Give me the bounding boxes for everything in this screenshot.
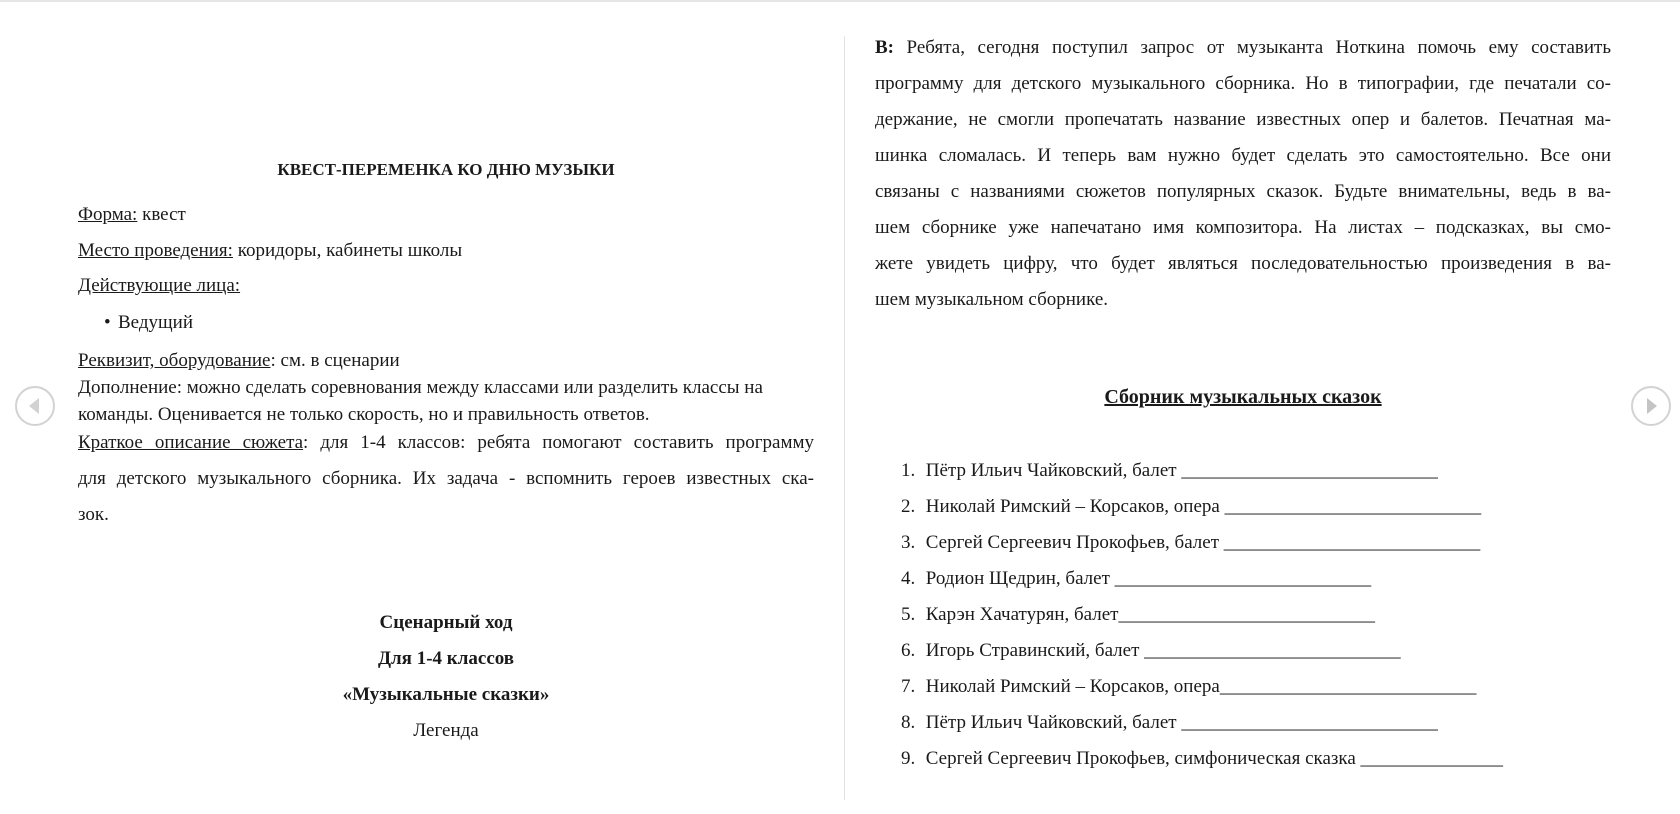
intro-line-8: шем музыкальном сборнике. [875, 289, 1109, 310]
item-number: 8. [901, 712, 916, 733]
item-text: Николай Римский – Корсаков, опера___________________________ [925, 676, 1477, 697]
list-item [901, 676, 1476, 698]
intro-text: Ребята, сегодня поступил запрос от музыканта Ноткина помочь ему составить [894, 37, 1611, 58]
item-number: 5. [901, 604, 916, 625]
intro-line-4: шинка сломалась. И теперь вам нужно будет сделать это самостоятельно. Все они [875, 145, 1611, 166]
item-text: Карэн Хачатурян, балет___________________________ [925, 604, 1375, 625]
actor-name: Ведущий [118, 312, 193, 333]
item-text: Игорь Стравинский, балет ___________________________ [925, 640, 1401, 661]
plot-line-1 [78, 432, 814, 454]
item-text: Сергей Сергеевич Прокофьев, симфоническая сказка _______________ [925, 748, 1504, 769]
intro-line-3: держание, не смогли пропечатать название известных опер и балетов. Печатная ма- [875, 109, 1611, 130]
form-value: квест [137, 204, 186, 225]
item-text: Пётр Ильич Чайковский, балет ___________________________ [925, 712, 1438, 733]
list-item [901, 604, 1375, 626]
item-number: 9. [901, 748, 916, 769]
item-number: 4. [901, 568, 916, 589]
place-label: Место проведения: [78, 240, 233, 261]
plot-line-3: зок. [78, 504, 109, 525]
top-border [0, 0, 1680, 2]
item-number: 2. [901, 496, 916, 517]
bullet-icon: • [104, 312, 111, 333]
collection-title: Сборник музыкальных сказок [1104, 386, 1382, 408]
plot-text: : для 1-4 классов: ребята помогают составить программу [303, 432, 815, 453]
list-item [901, 496, 1481, 518]
intro-line-7: жете увидеть цифру, что будет являться последовательностью произведения в ва- [875, 253, 1611, 274]
addition-line-2: команды. Оценивается не только скорость, но и правильность ответов. [78, 404, 650, 425]
intro-line-1 [875, 37, 1611, 59]
speaker-label: В: [875, 37, 894, 58]
item-number: 3. [901, 532, 916, 553]
plot-line-2: для детского музыкального сборника. Их задача - вспомнить героев известных ска- [78, 468, 814, 489]
props-line [78, 350, 400, 372]
next-page-button[interactable] [1631, 386, 1671, 426]
list-item [901, 532, 1480, 554]
prev-page-button[interactable] [15, 386, 55, 426]
list-item [901, 748, 1503, 770]
intro-line-2: программу для детского музыкального сборника. Но в типографии, где печатали со- [875, 73, 1611, 94]
place-line [78, 240, 462, 262]
item-number: 1. [901, 460, 916, 481]
item-number: 6. [901, 640, 916, 661]
list-item [901, 568, 1371, 590]
scenario-title: Сценарный ход [379, 612, 513, 633]
intro-line-5: связаны с названиями сюжетов популярных сказок. Будьте внимательны, ведь в ва- [875, 181, 1611, 202]
form-line [78, 204, 186, 226]
legend-label: Легенда [413, 720, 479, 741]
list-item [901, 712, 1438, 734]
plot-label: Краткое описание сюжета [78, 432, 304, 453]
item-text: Николай Римский – Корсаков, опера ___________________________ [925, 496, 1482, 517]
list-item [901, 460, 1438, 482]
props-value: : см. в сценарии [270, 350, 400, 371]
scenario-name: «Музыкальные сказки» [342, 684, 550, 705]
form-label: Форма: [78, 204, 138, 225]
item-text: Родион Щедрин, балет ___________________________ [925, 568, 1372, 589]
list-item [104, 312, 193, 334]
scenario-grades: Для 1-4 классов [377, 648, 515, 669]
actors-label: Действующие лица: [78, 275, 241, 296]
addition-line-1: Дополнение: можно сделать соревнования между классами или разделить классы на [78, 377, 763, 398]
item-text: Сергей Сергеевич Прокофьев, балет ___________________________ [925, 532, 1481, 553]
item-text: Пётр Ильич Чайковский, балет ___________________________ [925, 460, 1438, 481]
document-title: КВЕСТ-ПЕРЕМЕНКА КО ДНЮ МУЗЫКИ [277, 160, 615, 179]
page-divider [844, 36, 845, 800]
props-label: Реквизит, оборудование [78, 350, 271, 371]
item-number: 7. [901, 676, 916, 697]
list-item [901, 640, 1401, 662]
actors-line [78, 275, 240, 297]
intro-line-6: шем сборнике уже напечатано имя композитора. На листах – подсказках, вы смо- [875, 217, 1611, 238]
place-value: коридоры, кабинеты школы [232, 240, 463, 261]
